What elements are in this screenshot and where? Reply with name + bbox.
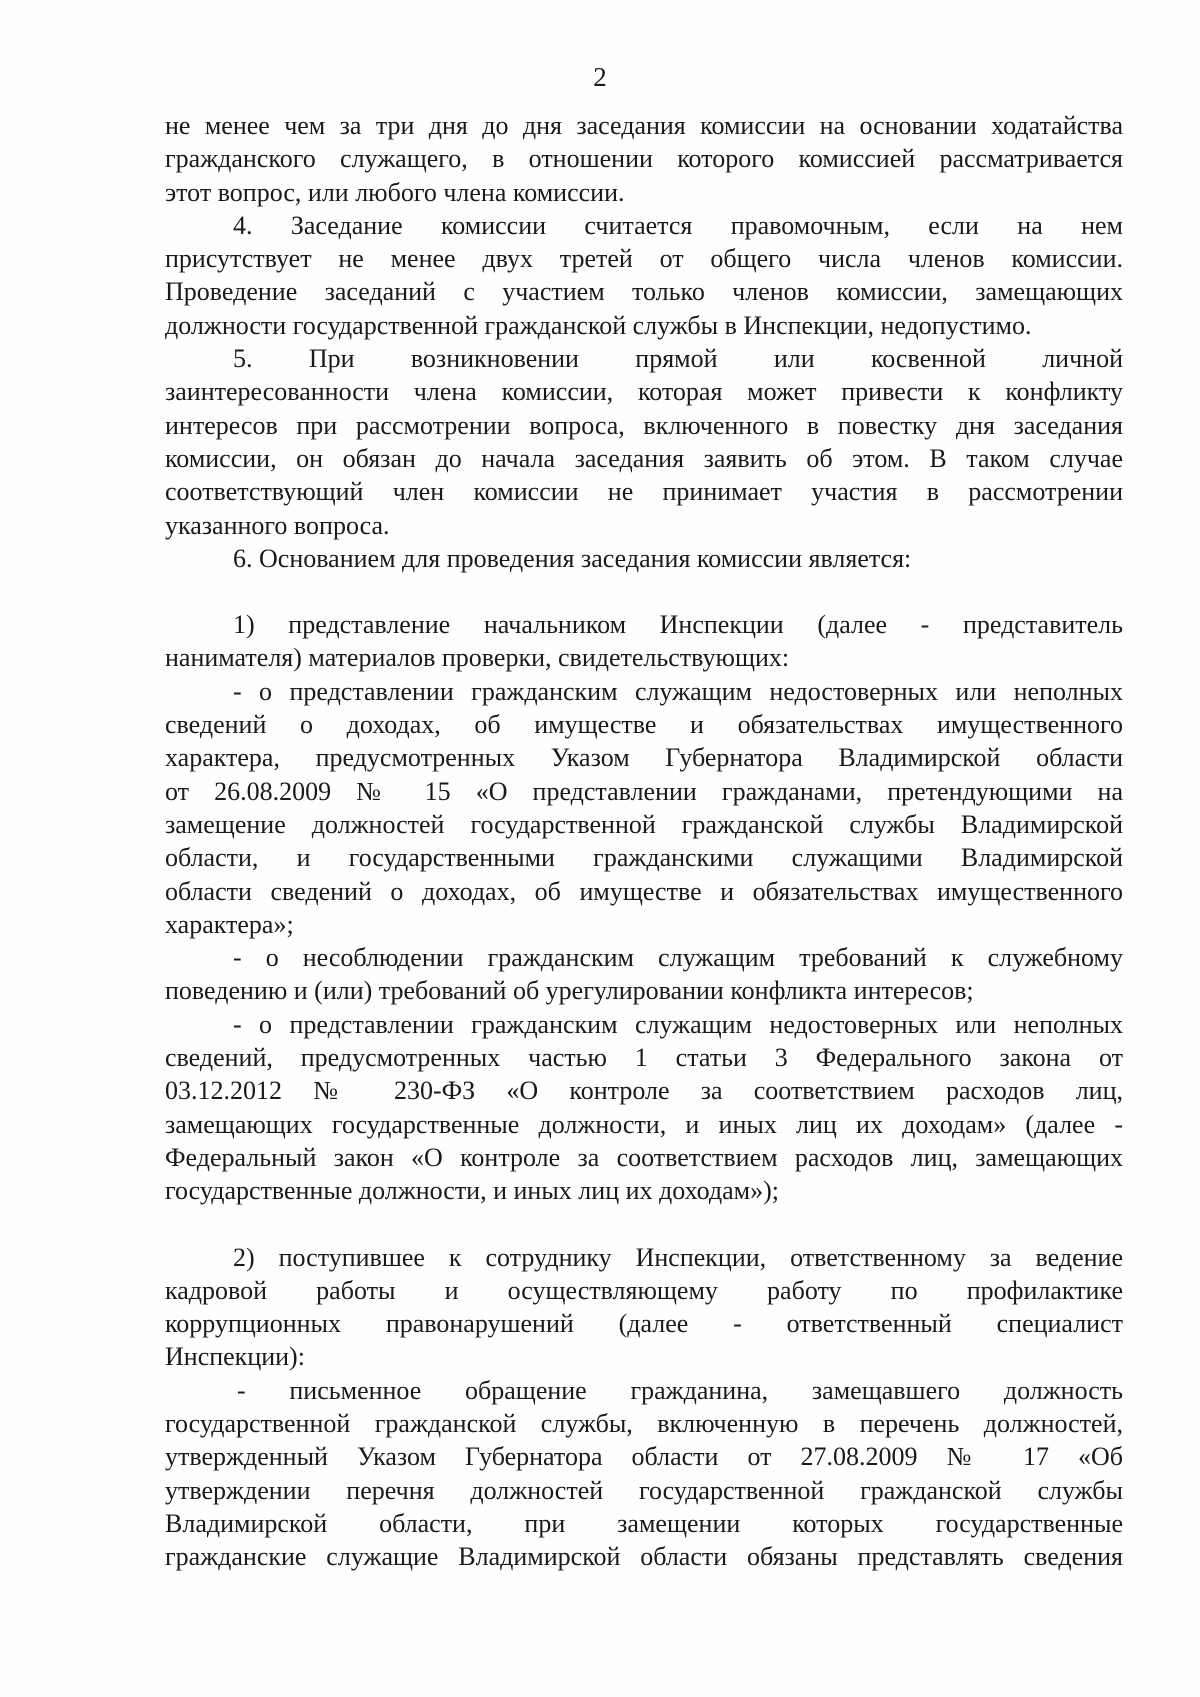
text-line: Инспекции):: [165, 1342, 305, 1372]
text-line: - о представлении гражданским служащим недостоверных или неполных: [233, 676, 1123, 706]
text-line: комиссии, он обязан до начала заседания заявить об этом. В таком случае: [165, 443, 1123, 473]
page-number: 2: [593, 62, 607, 92]
paragraph-spacer: [165, 1208, 1123, 1241]
text-line: характера»;: [165, 909, 294, 939]
text-line: нанимателя) материалов проверки, свидетельствующих:: [165, 643, 790, 673]
text-line: 6. Основанием для проведения заседания комиссии является:: [233, 543, 912, 573]
text-line: от 26.08.2009 № 15 «О представлении гражданами, претендующими на: [165, 776, 1123, 806]
text-line: области, и государственными гражданскими служащими Владимирской: [165, 843, 1123, 873]
text-line: - о несоблюдении гражданским служащим требований к служебному: [233, 943, 1123, 973]
text-line: сведений, предусмотренных частью 1 статьи 3 Федерального закона от: [165, 1043, 1123, 1073]
text-line: поведению и (или) требований об урегулировании конфликта интересов;: [165, 976, 974, 1006]
text-line: 5. При возникновении прямой или косвенной личной: [233, 344, 1123, 374]
paragraph-spacer: [165, 575, 1123, 608]
text-line: области сведений о доходах, об имуществе и обязательствах имущественного: [165, 876, 1123, 906]
text-line: заинтересованности члена комиссии, которая может привести к конфликту: [165, 377, 1123, 407]
text-line: утвержденный Указом Губернатора области от 27.08.2009 № 17 «Об: [165, 1442, 1123, 1472]
text-line: - о представлении гражданским служащим недостоверных или неполных: [233, 1009, 1123, 1039]
text-line: гражданского служащего, в отношении которого комиссией рассматривается: [165, 144, 1123, 174]
text-line: присутствует не менее двух третей от общего числа членов комиссии.: [165, 244, 1123, 274]
text-line: 4. Заседание комиссии считается правомочным, если на нем: [233, 210, 1123, 240]
text-line: не менее чем за три дня до дня заседания комиссии на основании ходатайства: [165, 111, 1123, 140]
text-line: Владимирской области, при замещении которых государственные: [165, 1508, 1123, 1538]
text-line: замещающих государственные должности, и иных лиц их доходам» (далее -: [165, 1109, 1123, 1139]
text-line: кадровой работы и осуществляющему работу по профилактике: [165, 1275, 1123, 1305]
text-line: замещение должностей государственной гражданской службы Владимирской: [165, 809, 1123, 839]
text-line: этот вопрос, или любого члена комиссии.: [165, 177, 625, 207]
text-line: 2) поступившее к сотруднику Инспекции, ответственному за ведение: [233, 1242, 1123, 1272]
text-line: - письменное обращение гражданина, замещавшего должность: [237, 1375, 1123, 1405]
text-line: государственные должности, и иных лиц их доходам»);: [165, 1176, 779, 1206]
text-line: соответствующий член комиссии не принимает участия в рассмотрении: [165, 477, 1123, 507]
text-line: должности государственной гражданской службы в Инспекции, недопустимо.: [165, 310, 1032, 340]
text-line: Проведение заседаний с участием только членов комиссии, замещающих: [165, 277, 1123, 307]
text-line: 03.12.2012 № 230-ФЗ «О контроле за соответствием расходов лиц,: [165, 1076, 1123, 1106]
text-line: государственной гражданской службы, включенную в перечень должностей,: [165, 1408, 1123, 1438]
text-line: характера, предусмотренных Указом Губернатора Владимирской области: [165, 743, 1123, 773]
text-line: 1) представление начальником Инспекции (далее - представитель: [233, 610, 1123, 640]
text-line: гражданские служащие Владимирской области обязаны представлять сведения: [165, 1542, 1123, 1572]
text-line: указанного вопроса.: [165, 510, 390, 540]
document-body: [165, 109, 1123, 1573]
text-line: коррупционных правонарушений (далее - ответственный специалист: [165, 1309, 1123, 1339]
text-line: сведений о доходах, об имуществе и обязательствах имущественного: [165, 710, 1123, 740]
text-line: утверждении перечня должностей государственной гражданской службы: [165, 1475, 1123, 1505]
text-line: Федеральный закон «О контроле за соответствием расходов лиц, замещающих: [165, 1142, 1123, 1172]
text-line: интересов при рассмотрении вопроса, включенного в повестку дня заседания: [165, 410, 1123, 440]
